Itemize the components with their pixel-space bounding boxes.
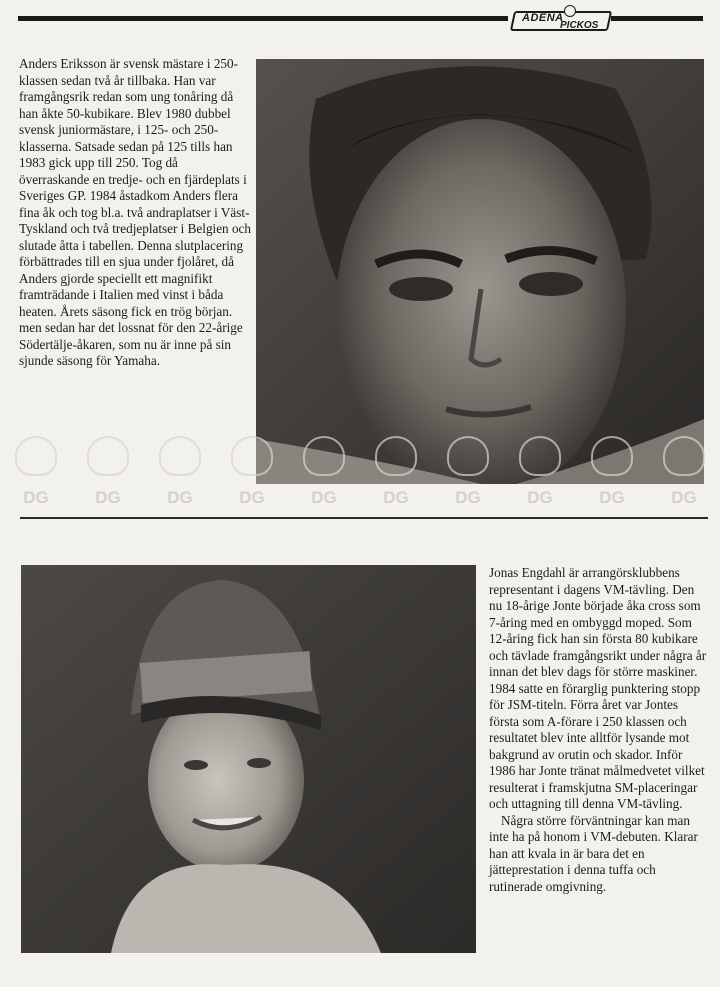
article-jonas-engdahl	[489, 565, 707, 895]
header-rule-right	[611, 16, 703, 21]
publication-logo	[512, 7, 608, 31]
logo-line2: PICKOS	[560, 20, 599, 31]
header-rule-left	[18, 16, 508, 21]
section-divider	[20, 517, 708, 519]
article-anders-text: Anders Eriksson är svensk mästare i 250-klassen sedan två år tillbaka. Han var framgångsrik redan som ung tonåring då han åkte 50-kubikare. Blev 1980 dubbel svensk juniormästare, i 125- och 250-klasserna. Satsade sedan på 125 tills han 1983 gick upp till 250. Tog då överraskande en tredje- och en fjärdeplats i Sveriges GP. 1984 åstadkom Anders flera fina åk och tog bl.a. två andraplatser i Väst-Tyskland och två tredjeplatser i Belgien och slutade åtta i tabellen. Denna slutplacering förbättrades till en sjua under fjolåret, då Anders gjorde speciellt ett magnifikt framträdande i Italien med vinst i båda heaten. Årets säsong fick en trög början. men sedan har det lossnat för den 22-årige Södertälje-åkaren, som nu är inne på sin sjunde säsong för Yamaha.	[19, 56, 251, 368]
ball-icon	[564, 5, 576, 17]
watermark-stamp-row	[0, 436, 720, 476]
watermark-row: DG DG DG DG DG DG DG DG DG DG	[23, 488, 697, 507]
logo-line1: ADENA	[522, 12, 564, 24]
article-jonas-paragraph2: Några större förväntningar kan man inte ha på honom i VM-debuten. Klarar han att kvala in är bara det en jätteprestation i denna tuffa och rutinerade omgivning.	[489, 812, 698, 894]
portrait-photo-jonas	[21, 565, 476, 953]
article-jonas-paragraph1: Jonas Engdahl är arrangörsklubbens representant i dagens VM-tävling. Den nu 18-årige Jonte började åka cross som 7-åring med en ombyggd moped. Som 12-åring fick han sin första 80 kubikare och tävlade framgångsrikt under några år innan det blev dags för större maskiner. 1984 satte en förarglig punktering stopp för JSM-titeln. Förra året var Jontes första som A-förare i 250 klassen och resultatet blev inte alltför lysande mot bakgrund av orutin och skador. Inför 1986 har Jonte tränat målmedvetet vilket resulterat i framskjutna SM-placeringar och uttagning till denna VM-tävling.	[489, 565, 707, 811]
article-anders-eriksson	[19, 56, 251, 370]
portrait-photo-anders	[256, 59, 704, 484]
